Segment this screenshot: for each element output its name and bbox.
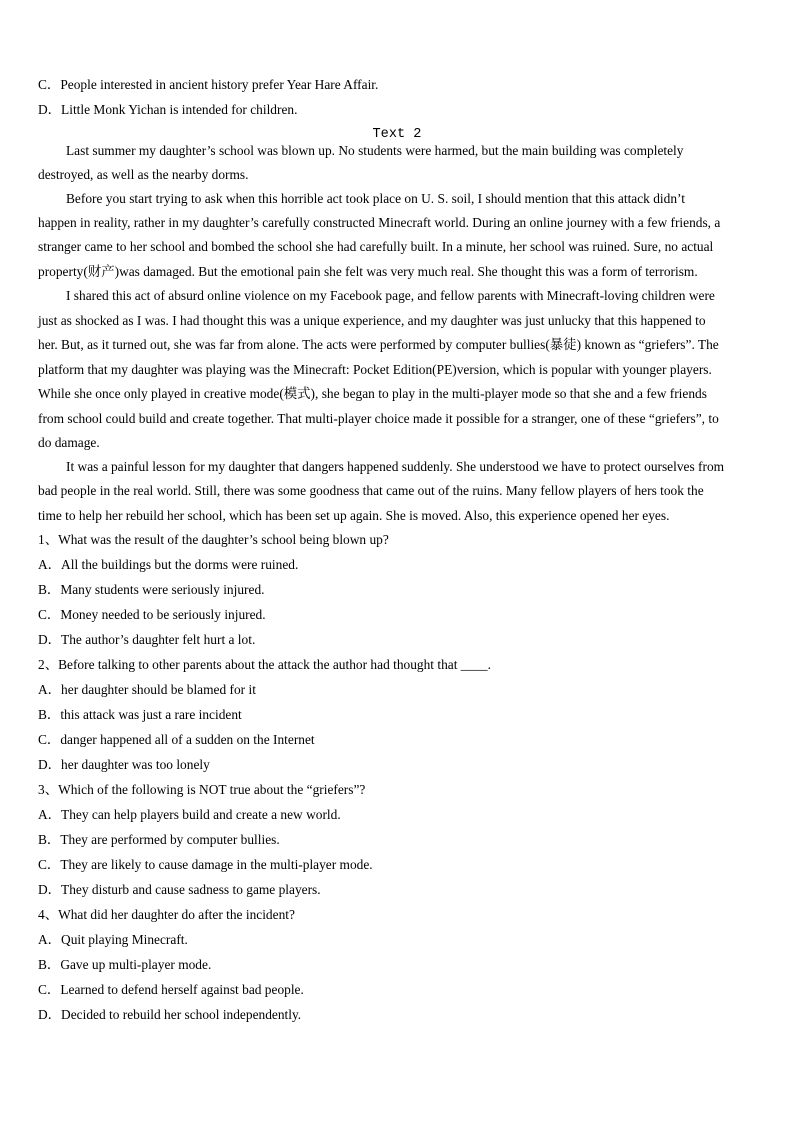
passage-line: While she once only played in creative mode(模式), she began to play in the multi-player mode so that she and a few friends [38, 386, 707, 401]
question-2-option-d[interactable]: D．her daughter was too lonely [38, 757, 210, 772]
passage-line: It was a painful lesson for my daughter that dangers happened suddenly. She understood we have to protect ourselves from [66, 459, 725, 474]
prev-option-c: C．People interested in ancient history prefer Year Hare Affair. [38, 77, 379, 92]
question-3-stem: 3、Which of the following is NOT true about the “griefers”? [38, 782, 366, 797]
question-4-option-b[interactable]: B．Gave up multi-player mode. [38, 957, 212, 972]
passage-line: destroyed, as well as the nearby dorms. [38, 167, 249, 182]
question-2-option-b[interactable]: B．this attack was just a rare incident [38, 707, 242, 722]
question-1-stem: 1、What was the result of the daughter’s school being blown up? [38, 532, 389, 547]
question-4-stem: 4、What did her daughter do after the incident? [38, 907, 295, 922]
question-2-option-a[interactable]: A．her daughter should be blamed for it [38, 682, 256, 697]
passage-line: Last summer my daughter’s school was blown up. No students were harmed, but the main building was completely [66, 143, 684, 158]
text-title: Text 2 [372, 127, 422, 142]
passage-line: platform that my daughter was playing was the Minecraft: Pocket Edition(PE)version, which is popular with younger players. [38, 362, 712, 377]
passage-line: just as shocked as I was. I had thought this was a unique experience, and my daughter was just unlucky that this happened to [38, 313, 706, 328]
passage-line: time to help her rebuild her school, which has been set up again. She is moved. Also, this experience opened her eyes. [38, 508, 670, 523]
passage-line: I shared this act of absurd online violence on my Facebook page, and fellow parents with Minecraft-loving children were [66, 288, 715, 303]
prev-option-d: D．Little Monk Yichan is intended for children. [38, 102, 298, 117]
question-3-option-a[interactable]: A．They can help players build and create a new world. [38, 807, 341, 822]
question-3-option-b[interactable]: B．They are performed by computer bullies. [38, 832, 280, 847]
question-2-option-c[interactable]: C．danger happened all of a sudden on the Internet [38, 732, 315, 747]
question-4-option-a[interactable]: A．Quit playing Minecraft. [38, 932, 188, 947]
question-1-option-b[interactable]: B．Many students were seriously injured. [38, 582, 265, 597]
question-1-option-c[interactable]: C．Money needed to be seriously injured. [38, 607, 266, 622]
question-3-option-d[interactable]: D．They disturb and cause sadness to game players. [38, 882, 321, 897]
question-4-option-d[interactable]: D．Decided to rebuild her school independently. [38, 1007, 302, 1022]
passage-line: property(财产)was damaged. But the emotional pain she felt was very much real. She thought this was a form of terrorism. [38, 264, 698, 279]
question-1-option-d[interactable]: D．The author’s daughter felt hurt a lot. [38, 632, 256, 647]
question-4-option-c[interactable]: C．Learned to defend herself against bad people. [38, 982, 304, 997]
passage-line: Before you start trying to ask when this horrible act took place on U. S. soil, I should mention that this attack didn’t [66, 191, 685, 206]
passage-line: from school could build and create together. That multi-player choice made it possible for a stranger, one of these “griefers”, to [38, 411, 719, 426]
passage-line: happen in reality, rather in my daughter’s carefully constructed Minecraft world. During an online journey with a few friends, a [38, 215, 721, 230]
question-3-option-c[interactable]: C．They are likely to cause damage in the multi-player mode. [38, 857, 373, 872]
question-2-stem: 2、Before talking to other parents about the attack the author had thought that ____. [38, 657, 491, 672]
passage-line: stranger came to her school and bombed the school she had carefully built. In a minute, her school was ruined. Sure, no actual [38, 239, 714, 254]
passage-line: her. But, as it turned out, she was far from alone. The acts were performed by computer bullies(暴徒) known as “griefers”. The [38, 337, 719, 352]
passage-line: do damage. [38, 435, 100, 450]
question-1-option-a[interactable]: A．All the buildings but the dorms were ruined. [38, 557, 299, 572]
passage-line: bad people in the real world. Still, there was some goodness that came out of the ruins. Many fellow players of hers took the [38, 483, 704, 498]
